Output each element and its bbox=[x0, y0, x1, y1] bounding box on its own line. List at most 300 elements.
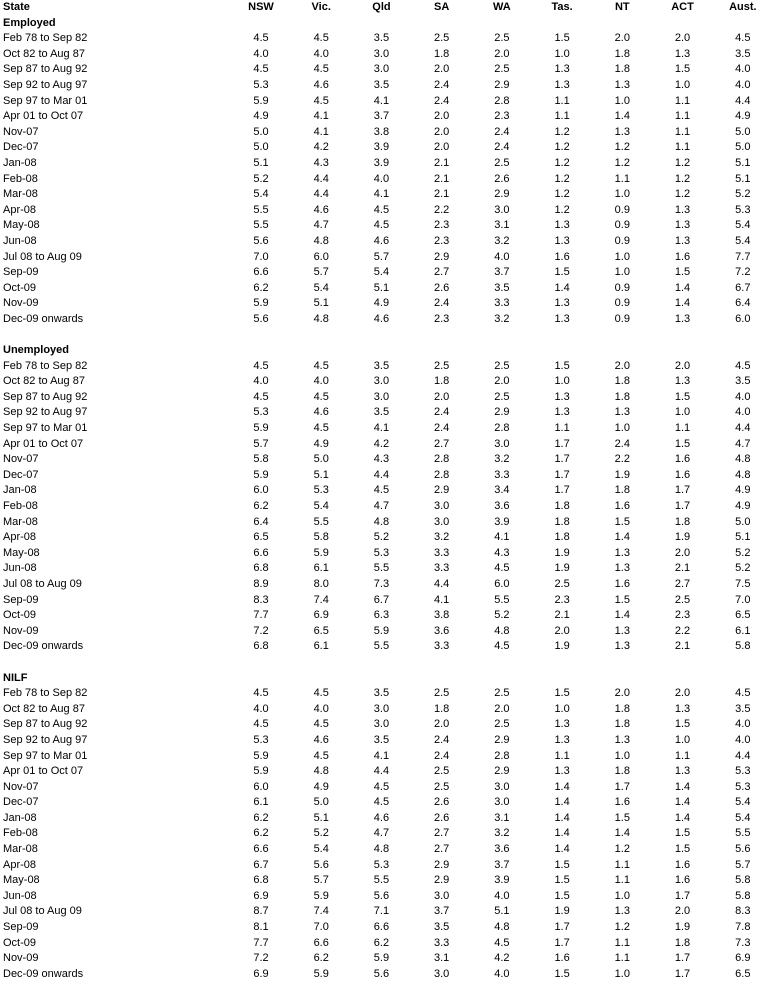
table-row bbox=[0, 546, 773, 562]
value-cell: 1.1 bbox=[614, 172, 630, 185]
value-cell: 2.4 bbox=[494, 125, 510, 138]
value-cell: 5.2 bbox=[735, 546, 751, 559]
value-cell: 1.6 bbox=[614, 577, 630, 590]
value-cell: 1.0 bbox=[614, 889, 630, 902]
value-cell: 2.9 bbox=[434, 250, 450, 263]
value-cell: 4.7 bbox=[373, 827, 390, 840]
value-cell: 1.9 bbox=[674, 921, 691, 934]
value-cell: 5.9 bbox=[373, 952, 390, 965]
row-label: Apr 01 to Oct 07 bbox=[3, 110, 84, 123]
value-cell: 1.1 bbox=[554, 110, 570, 123]
value-cell: 5.4 bbox=[735, 219, 751, 232]
row-label: Nov-09 bbox=[3, 297, 39, 310]
value-cell: 1.4 bbox=[674, 297, 691, 310]
value-cell: 2.8 bbox=[494, 749, 510, 762]
value-cell: 1.7 bbox=[554, 453, 570, 466]
value-cell: 4.0 bbox=[735, 718, 751, 731]
value-cell: 3.5 bbox=[735, 47, 751, 60]
value-cell: 4.5 bbox=[373, 796, 390, 809]
value-cell: 7.8 bbox=[735, 921, 751, 934]
table-row bbox=[0, 172, 773, 188]
value-cell: 0.9 bbox=[614, 297, 630, 310]
col-header-nt: NT bbox=[614, 1, 630, 13]
value-cell: 1.4 bbox=[614, 531, 630, 544]
value-cell: 6.2 bbox=[253, 827, 269, 840]
value-cell: 1.4 bbox=[554, 843, 570, 856]
table-row bbox=[0, 811, 773, 827]
value-cell: 4.6 bbox=[313, 78, 329, 91]
value-cell: 1.6 bbox=[554, 952, 570, 965]
value-cell: 5.9 bbox=[253, 422, 269, 435]
value-cell: 5.7 bbox=[313, 266, 329, 279]
value-cell: 2.4 bbox=[614, 437, 630, 450]
value-cell: 3.3 bbox=[434, 936, 450, 949]
table-row bbox=[0, 826, 773, 842]
value-cell: 1.5 bbox=[554, 858, 570, 871]
value-cell: 2.4 bbox=[434, 422, 450, 435]
value-cell: 1.1 bbox=[614, 874, 630, 887]
value-cell: 4.6 bbox=[373, 811, 390, 824]
value-cell: 7.7 bbox=[253, 936, 269, 949]
value-cell: 2.9 bbox=[434, 874, 450, 887]
value-cell: 5.5 bbox=[373, 874, 390, 887]
value-cell: 1.3 bbox=[554, 765, 570, 778]
row-label: Nov-09 bbox=[3, 624, 39, 637]
value-cell: 1.3 bbox=[614, 733, 630, 746]
spacer-row bbox=[0, 327, 773, 343]
table-row bbox=[0, 125, 773, 141]
value-cell: 2.0 bbox=[434, 125, 450, 138]
value-cell: 4.0 bbox=[253, 702, 269, 715]
value-cell: 5.1 bbox=[735, 531, 751, 544]
section-title: Unemployed bbox=[3, 344, 70, 357]
value-cell: 3.5 bbox=[494, 281, 510, 294]
value-cell: 5.8 bbox=[735, 889, 751, 902]
value-cell: 5.2 bbox=[494, 609, 510, 622]
value-cell: 1.3 bbox=[614, 546, 630, 559]
value-cell: 4.0 bbox=[494, 250, 510, 263]
value-cell: 2.5 bbox=[494, 63, 510, 76]
value-cell: 6.9 bbox=[735, 952, 751, 965]
value-cell: 2.6 bbox=[434, 796, 450, 809]
value-cell: 5.5 bbox=[373, 562, 390, 575]
value-cell: 5.7 bbox=[735, 858, 751, 871]
row-label: Oct-09 bbox=[3, 281, 37, 294]
value-cell: 5.9 bbox=[253, 468, 269, 481]
table-body bbox=[0, 16, 773, 983]
value-cell: 1.3 bbox=[674, 702, 691, 715]
value-cell: 5.3 bbox=[735, 765, 751, 778]
row-label: Sep-09 bbox=[3, 593, 39, 606]
row-label: Jul 08 to Aug 09 bbox=[3, 577, 82, 590]
value-cell: 5.1 bbox=[735, 156, 751, 169]
value-cell: 4.9 bbox=[735, 110, 751, 123]
table-row bbox=[0, 452, 773, 468]
table-row bbox=[0, 296, 773, 312]
value-cell: 3.0 bbox=[373, 63, 390, 76]
value-cell: 1.1 bbox=[554, 422, 570, 435]
value-cell: 7.3 bbox=[735, 936, 751, 949]
value-cell: 1.2 bbox=[554, 203, 570, 216]
value-cell: 2.3 bbox=[434, 234, 450, 247]
value-cell: 1.3 bbox=[674, 375, 691, 388]
value-cell: 3.2 bbox=[494, 312, 510, 325]
value-cell: 4.5 bbox=[373, 780, 390, 793]
table-row bbox=[0, 967, 773, 983]
value-cell: 6.6 bbox=[253, 266, 269, 279]
value-cell: 1.7 bbox=[614, 780, 630, 793]
value-cell: 1.0 bbox=[554, 375, 570, 388]
value-cell: 1.7 bbox=[554, 921, 570, 934]
value-cell: 2.7 bbox=[434, 266, 450, 279]
col-header-vic: Vic. bbox=[311, 1, 331, 13]
value-cell: 4.8 bbox=[373, 515, 390, 528]
value-cell: 5.8 bbox=[253, 453, 269, 466]
value-cell: 5.3 bbox=[735, 203, 751, 216]
value-cell: 1.6 bbox=[614, 500, 630, 512]
value-cell: 1.6 bbox=[614, 796, 630, 809]
value-cell: 1.0 bbox=[614, 94, 630, 107]
value-cell: 4.1 bbox=[434, 593, 450, 606]
value-cell: 1.3 bbox=[674, 219, 691, 232]
value-cell: 2.5 bbox=[554, 577, 570, 590]
value-cell: 6.0 bbox=[494, 577, 510, 590]
table-row bbox=[0, 593, 773, 609]
value-cell: 7.3 bbox=[373, 577, 390, 590]
value-cell: 3.5 bbox=[373, 32, 390, 45]
row-label: Nov-07 bbox=[3, 125, 39, 138]
value-cell: 1.8 bbox=[434, 702, 450, 715]
value-cell: 7.2 bbox=[735, 266, 751, 279]
value-cell: 1.1 bbox=[554, 749, 570, 762]
value-cell: 2.3 bbox=[494, 110, 510, 123]
table-row bbox=[0, 265, 773, 281]
col-header-act: ACT bbox=[671, 1, 694, 13]
row-label: Dec-07 bbox=[3, 468, 39, 481]
value-cell: 1.3 bbox=[674, 234, 691, 247]
col-header-qld: Qld bbox=[372, 1, 391, 13]
value-cell: 2.7 bbox=[674, 577, 691, 590]
value-cell: 1.0 bbox=[554, 47, 570, 60]
value-cell: 2.0 bbox=[554, 624, 570, 637]
value-cell: 1.3 bbox=[554, 406, 570, 419]
section-title: NILF bbox=[3, 671, 28, 684]
value-cell: 7.0 bbox=[253, 250, 269, 263]
value-cell: 6.2 bbox=[253, 500, 269, 512]
value-cell: 7.7 bbox=[253, 609, 269, 622]
value-cell: 4.7 bbox=[313, 219, 329, 232]
value-cell: 2.5 bbox=[434, 32, 450, 45]
row-label: Sep 92 to Aug 97 bbox=[3, 78, 88, 91]
value-cell: 1.1 bbox=[674, 141, 691, 154]
table-row bbox=[0, 421, 773, 437]
row-label: Mar-08 bbox=[3, 515, 38, 528]
value-cell: 5.3 bbox=[253, 406, 269, 419]
value-cell: 3.2 bbox=[494, 234, 510, 247]
value-cell: 1.3 bbox=[554, 390, 570, 403]
value-cell: 2.4 bbox=[434, 78, 450, 91]
table-row bbox=[0, 608, 773, 624]
value-cell: 1.1 bbox=[674, 749, 691, 762]
row-label: Sep-09 bbox=[3, 266, 39, 279]
value-cell: 4.5 bbox=[253, 687, 269, 700]
row-label: Nov-07 bbox=[3, 453, 39, 466]
value-cell: 6.6 bbox=[313, 936, 329, 949]
section-title-row bbox=[0, 343, 773, 359]
value-cell: 5.9 bbox=[253, 765, 269, 778]
value-cell: 6.0 bbox=[313, 250, 329, 263]
value-cell: 3.6 bbox=[494, 500, 510, 512]
value-cell: 4.5 bbox=[494, 936, 510, 949]
value-cell: 1.4 bbox=[554, 281, 570, 294]
value-cell: 2.7 bbox=[434, 827, 450, 840]
value-cell: 2.9 bbox=[494, 733, 510, 746]
table-row bbox=[0, 889, 773, 905]
value-cell: 1.9 bbox=[554, 562, 570, 575]
value-cell: 4.6 bbox=[313, 733, 329, 746]
value-cell: 5.2 bbox=[735, 188, 751, 201]
col-header-nsw: NSW bbox=[248, 1, 274, 13]
value-cell: 6.7 bbox=[735, 281, 751, 294]
value-cell: 3.7 bbox=[373, 110, 390, 123]
value-cell: 4.5 bbox=[494, 562, 510, 575]
value-cell: 4.0 bbox=[253, 47, 269, 60]
table-row bbox=[0, 483, 773, 499]
value-cell: 1.6 bbox=[674, 858, 691, 871]
value-cell: 1.1 bbox=[614, 858, 630, 871]
value-cell: 3.5 bbox=[373, 406, 390, 419]
value-cell: 2.4 bbox=[494, 141, 510, 154]
value-cell: 5.5 bbox=[735, 827, 751, 840]
row-label: Dec-09 onwards bbox=[3, 967, 84, 980]
value-cell: 1.5 bbox=[554, 874, 570, 887]
table-row bbox=[0, 702, 773, 718]
value-cell: 7.0 bbox=[313, 921, 329, 934]
value-cell: 1.7 bbox=[674, 484, 691, 497]
value-cell: 5.5 bbox=[313, 515, 329, 528]
row-label: May-08 bbox=[3, 546, 40, 559]
value-cell: 1.8 bbox=[674, 936, 691, 949]
row-label: Feb-08 bbox=[3, 500, 38, 512]
row-label: Feb 78 to Sep 82 bbox=[3, 359, 88, 372]
value-cell: 1.4 bbox=[674, 796, 691, 809]
value-cell: 1.2 bbox=[674, 188, 691, 201]
value-cell: 1.5 bbox=[674, 827, 691, 840]
value-cell: 5.5 bbox=[253, 203, 269, 216]
value-cell: 3.0 bbox=[373, 718, 390, 731]
value-cell: 4.1 bbox=[373, 422, 390, 435]
table-row bbox=[0, 936, 773, 952]
value-cell: 4.5 bbox=[313, 32, 329, 45]
value-cell: 6.8 bbox=[253, 874, 269, 887]
value-cell: 1.8 bbox=[614, 47, 630, 60]
value-cell: 5.7 bbox=[253, 437, 269, 450]
value-cell: 5.0 bbox=[313, 796, 329, 809]
row-label: Dec-09 onwards bbox=[3, 312, 84, 325]
value-cell: 2.0 bbox=[674, 687, 691, 700]
value-cell: 4.6 bbox=[313, 203, 329, 216]
value-cell: 1.1 bbox=[614, 952, 630, 965]
value-cell: 7.2 bbox=[253, 624, 269, 637]
value-cell: 4.0 bbox=[313, 702, 329, 715]
value-cell: 5.1 bbox=[494, 905, 510, 918]
row-label: Jul 08 to Aug 09 bbox=[3, 905, 82, 918]
table-row bbox=[0, 156, 773, 172]
value-cell: 1.7 bbox=[554, 936, 570, 949]
value-cell: 6.2 bbox=[253, 281, 269, 294]
value-cell: 1.8 bbox=[554, 515, 570, 528]
value-cell: 1.3 bbox=[554, 234, 570, 247]
table-row bbox=[0, 904, 773, 920]
value-cell: 1.2 bbox=[614, 156, 630, 169]
value-cell: 1.0 bbox=[614, 422, 630, 435]
value-cell: 4.4 bbox=[373, 765, 390, 778]
value-cell: 1.0 bbox=[614, 250, 630, 263]
value-cell: 4.0 bbox=[494, 967, 510, 980]
value-cell: 1.0 bbox=[674, 406, 691, 419]
value-cell: 5.8 bbox=[313, 531, 329, 544]
row-label: Sep 92 to Aug 97 bbox=[3, 406, 88, 419]
value-cell: 4.3 bbox=[313, 156, 329, 169]
value-cell: 2.2 bbox=[614, 453, 630, 466]
value-cell: 5.3 bbox=[373, 546, 390, 559]
table-row bbox=[0, 140, 773, 156]
value-cell: 3.9 bbox=[373, 156, 390, 169]
value-cell: 4.5 bbox=[313, 718, 329, 731]
table-row bbox=[0, 561, 773, 577]
value-cell: 4.5 bbox=[735, 687, 751, 700]
value-cell: 5.4 bbox=[735, 234, 751, 247]
value-cell: 6.9 bbox=[253, 889, 269, 902]
value-cell: 1.1 bbox=[674, 94, 691, 107]
value-cell: 2.9 bbox=[494, 78, 510, 91]
value-cell: 3.0 bbox=[494, 203, 510, 216]
value-cell: 5.4 bbox=[735, 811, 751, 824]
value-cell: 4.2 bbox=[313, 141, 329, 154]
value-cell: 1.4 bbox=[674, 281, 691, 294]
value-cell: 5.1 bbox=[313, 297, 329, 310]
value-cell: 1.8 bbox=[614, 718, 630, 731]
value-cell: 1.9 bbox=[554, 546, 570, 559]
value-cell: 1.1 bbox=[674, 110, 691, 123]
value-cell: 5.4 bbox=[735, 796, 751, 809]
value-cell: 5.6 bbox=[253, 234, 269, 247]
value-cell: 5.9 bbox=[253, 749, 269, 762]
value-cell: 2.3 bbox=[674, 609, 691, 622]
value-cell: 3.7 bbox=[494, 858, 510, 871]
value-cell: 1.5 bbox=[674, 718, 691, 731]
row-label: Sep 87 to Aug 92 bbox=[3, 718, 88, 731]
row-label: Mar-08 bbox=[3, 188, 38, 201]
value-cell: 1.9 bbox=[614, 468, 630, 481]
value-cell: 2.5 bbox=[494, 687, 510, 700]
value-cell: 3.1 bbox=[494, 811, 510, 824]
value-cell: 4.8 bbox=[494, 624, 510, 637]
value-cell: 2.6 bbox=[494, 172, 510, 185]
value-cell: 4.0 bbox=[494, 889, 510, 902]
value-cell: 2.4 bbox=[434, 297, 450, 310]
value-cell: 2.5 bbox=[494, 390, 510, 403]
value-cell: 1.0 bbox=[614, 967, 630, 980]
table-row bbox=[0, 639, 773, 655]
row-label: Oct-09 bbox=[3, 936, 37, 949]
table-row bbox=[0, 764, 773, 780]
row-label: Apr 01 to Oct 07 bbox=[3, 437, 84, 450]
value-cell: 6.3 bbox=[373, 609, 390, 622]
value-cell: 3.0 bbox=[434, 500, 450, 512]
value-cell: 1.8 bbox=[674, 515, 691, 528]
value-cell: 2.3 bbox=[554, 593, 570, 606]
row-label: Oct 82 to Aug 87 bbox=[3, 702, 85, 715]
value-cell: 4.7 bbox=[373, 500, 390, 512]
value-cell: 4.1 bbox=[313, 125, 329, 138]
value-cell: 0.9 bbox=[614, 203, 630, 216]
value-cell: 4.9 bbox=[253, 110, 269, 123]
value-cell: 4.4 bbox=[434, 577, 450, 590]
value-cell: 6.4 bbox=[253, 515, 269, 528]
value-cell: 3.9 bbox=[494, 515, 510, 528]
value-cell: 1.8 bbox=[614, 390, 630, 403]
value-cell: 7.4 bbox=[313, 593, 329, 606]
value-cell: 6.1 bbox=[313, 562, 329, 575]
value-cell: 4.5 bbox=[735, 359, 751, 372]
value-cell: 4.0 bbox=[313, 47, 329, 60]
table-row bbox=[0, 281, 773, 297]
row-label: Apr 01 to Oct 07 bbox=[3, 765, 84, 778]
value-cell: 2.8 bbox=[494, 94, 510, 107]
value-cell: 1.2 bbox=[554, 156, 570, 169]
table-row bbox=[0, 577, 773, 593]
value-cell: 3.0 bbox=[373, 47, 390, 60]
value-cell: 5.1 bbox=[373, 281, 390, 294]
value-cell: 3.0 bbox=[494, 796, 510, 809]
row-label: Oct 82 to Aug 87 bbox=[3, 375, 85, 388]
value-cell: 5.1 bbox=[313, 811, 329, 824]
value-cell: 2.0 bbox=[674, 546, 691, 559]
table-row bbox=[0, 951, 773, 967]
value-cell: 1.4 bbox=[614, 110, 630, 123]
value-cell: 1.2 bbox=[554, 172, 570, 185]
value-cell: 4.0 bbox=[735, 733, 751, 746]
value-cell: 7.2 bbox=[253, 952, 269, 965]
value-cell: 3.1 bbox=[434, 952, 450, 965]
value-cell: 2.0 bbox=[494, 375, 510, 388]
table-row bbox=[0, 94, 773, 110]
table-row bbox=[0, 530, 773, 546]
value-cell: 1.5 bbox=[554, 967, 570, 980]
value-cell: 4.4 bbox=[313, 188, 329, 201]
value-cell: 1.5 bbox=[674, 266, 691, 279]
value-cell: 3.7 bbox=[494, 266, 510, 279]
value-cell: 1.3 bbox=[554, 297, 570, 310]
value-cell: 1.5 bbox=[674, 843, 691, 856]
value-cell: 4.1 bbox=[373, 94, 390, 107]
table-row bbox=[0, 499, 773, 515]
value-cell: 3.5 bbox=[735, 375, 751, 388]
value-cell: 3.0 bbox=[434, 889, 450, 902]
value-cell: 2.0 bbox=[614, 687, 630, 700]
table-row bbox=[0, 873, 773, 889]
table-row bbox=[0, 858, 773, 874]
value-cell: 1.0 bbox=[554, 702, 570, 715]
value-cell: 3.9 bbox=[373, 141, 390, 154]
value-cell: 4.2 bbox=[373, 437, 390, 450]
value-cell: 1.8 bbox=[614, 484, 630, 497]
value-cell: 2.5 bbox=[434, 780, 450, 793]
value-cell: 2.0 bbox=[434, 390, 450, 403]
spacer-row bbox=[0, 655, 773, 671]
table-row bbox=[0, 780, 773, 796]
